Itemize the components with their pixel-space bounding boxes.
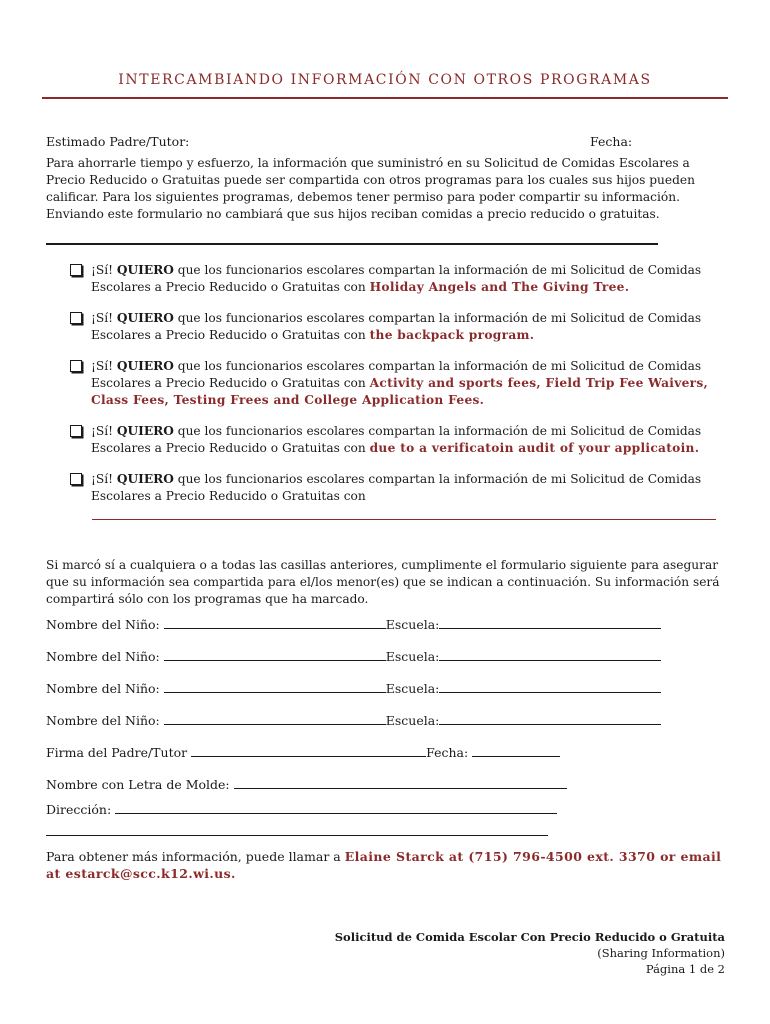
- contact-lead: Para obtener más información, puede llamar a: [46, 849, 345, 864]
- child-name-field[interactable]: [164, 648, 386, 661]
- child-name-label: Nombre del Niño:: [46, 617, 164, 632]
- contact-details: Elaine Starck at (715) 796-4500 ext. 3370 or email at estarck@scc.k12.wi.us.: [46, 849, 722, 881]
- page-footer: [335, 929, 725, 977]
- page-number: Página 1 de 2: [645, 962, 725, 976]
- consent-option-fees: [70, 358, 730, 409]
- address-row: [46, 801, 557, 817]
- checkbox-icon[interactable]: [70, 473, 82, 485]
- option-quiero: QUIERO: [116, 311, 174, 325]
- option-program: due to a verificatoin audit of your applicatoin.: [369, 441, 700, 455]
- checkbox-icon[interactable]: [70, 312, 82, 324]
- school-field[interactable]: [439, 712, 661, 725]
- option-yes: ¡Sí!: [91, 359, 117, 373]
- option-text: que los funcionarios escolares compartan la información de mi Solicitud de Comidas Escolares a Precio Reducido o Gratuitas con: [91, 263, 702, 294]
- option-quiero: QUIERO: [116, 424, 174, 438]
- school-label: Escuela:: [385, 681, 440, 696]
- checkbox-icon[interactable]: [70, 264, 82, 276]
- option-text: que los funcionarios escolares compartan la información de mi Solicitud de Comidas Escolares a Precio Reducido o Gratuitas con: [91, 472, 702, 503]
- option-text: que los funcionarios escolares compartan la información de mi Solicitud de Comidas Escolares a Precio Reducido o Gratuitas con: [91, 359, 702, 390]
- intro-paragraph: Para ahorrarle tiempo y esfuerzo, la información que suministró en su Solicitud de Comidas Escolares a Precio Reducido o Gratuitas puede ser compartida con otros programas para los cuales sus hijos pueden calificar. Para los siguientes programas, debemos tener permiso para poder compartir su información. Enviando este formulario no cambiará que sus hijos reciban comidas a precio reducido o gratuitas.: [46, 156, 695, 221]
- instructions-paragraph: Si marcó sí a cualquiera o a todas las casillas anteriores, cumplimente el formulario siguiente para asegurar que su información sea compartida para el/los menor(es) que se indican a continuación. Su información será compartirá sólo con los programas que ha marcado.: [46, 558, 720, 606]
- option-yes: ¡Sí!: [91, 263, 117, 277]
- title-divider: [42, 97, 728, 99]
- school-field[interactable]: [439, 680, 661, 693]
- option-quiero: QUIERO: [116, 472, 174, 486]
- consent-option-holiday: [70, 262, 730, 296]
- option-text: que los funcionarios escolares compartan la información de mi Solicitud de Comidas Escolares a Precio Reducido o Gratuitas con: [91, 424, 702, 455]
- checkbox-icon[interactable]: [70, 360, 82, 372]
- option-program: the backpack program.: [369, 328, 535, 342]
- child-name-field[interactable]: [164, 680, 386, 693]
- consent-option-audit: [70, 423, 730, 457]
- consent-option-other: [70, 471, 730, 505]
- signature-field[interactable]: [191, 744, 426, 757]
- child-name-label: Nombre del Niño:: [46, 649, 164, 664]
- address-field[interactable]: [115, 801, 557, 814]
- child-row: [46, 648, 661, 664]
- school-label: Escuela:: [385, 617, 440, 632]
- checkbox-icon[interactable]: [70, 425, 82, 437]
- salutation: Estimado Padre/Tutor:: [46, 134, 190, 149]
- child-name-field[interactable]: [164, 712, 386, 725]
- option-quiero: QUIERO: [116, 359, 174, 373]
- school-label: Escuela:: [385, 713, 440, 728]
- address-field-line2[interactable]: [46, 823, 548, 836]
- address-label: Dirección:: [46, 802, 116, 817]
- consent-option-backpack: [70, 310, 730, 344]
- option-program: Activity and sports fees, Field Trip Fee Waivers, Class Fees, Testing Frees and College Application Fees.: [91, 376, 709, 407]
- option-program: Holiday Angels and The Giving Tree.: [369, 280, 630, 294]
- option-yes: ¡Sí!: [91, 424, 117, 438]
- child-name-label: Nombre del Niño:: [46, 681, 164, 696]
- contact-paragraph: [46, 848, 726, 882]
- footer-subtitle: (Sharing Information): [597, 946, 725, 960]
- school-field[interactable]: [439, 616, 661, 629]
- section-divider: [46, 243, 658, 245]
- option-yes: ¡Sí!: [91, 472, 117, 486]
- other-program-field[interactable]: [92, 519, 716, 520]
- date-label: Fecha:: [590, 134, 633, 149]
- print-name-field[interactable]: [234, 776, 567, 789]
- signature-label: Firma del Padre/Tutor: [46, 745, 192, 760]
- signature-date-field[interactable]: [472, 744, 560, 757]
- signature-date-label: Fecha:: [426, 745, 473, 760]
- child-row: [46, 712, 661, 728]
- child-row: [46, 616, 661, 632]
- option-yes: ¡Sí!: [91, 311, 117, 325]
- print-name-label: Nombre con Letra de Molde:: [46, 777, 234, 792]
- page-title: INTERCAMBIANDO INFORMACIÓN CON OTROS PROGRAMAS: [118, 72, 652, 88]
- child-name-label: Nombre del Niño:: [46, 713, 164, 728]
- print-name-row: [46, 776, 567, 792]
- footer-form-title: Solicitud de Comida Escolar Con Precio Reducido o Gratuita: [334, 930, 725, 944]
- signature-row: [46, 744, 560, 760]
- option-text: que los funcionarios escolares compartan la información de mi Solicitud de Comidas Escolares a Precio Reducido o Gratuitas con: [91, 311, 702, 342]
- school-label: Escuela:: [385, 649, 440, 664]
- address-row-2: [46, 823, 548, 839]
- school-field[interactable]: [439, 648, 661, 661]
- child-row: [46, 680, 661, 696]
- option-quiero: QUIERO: [116, 263, 174, 277]
- child-name-field[interactable]: [164, 616, 386, 629]
